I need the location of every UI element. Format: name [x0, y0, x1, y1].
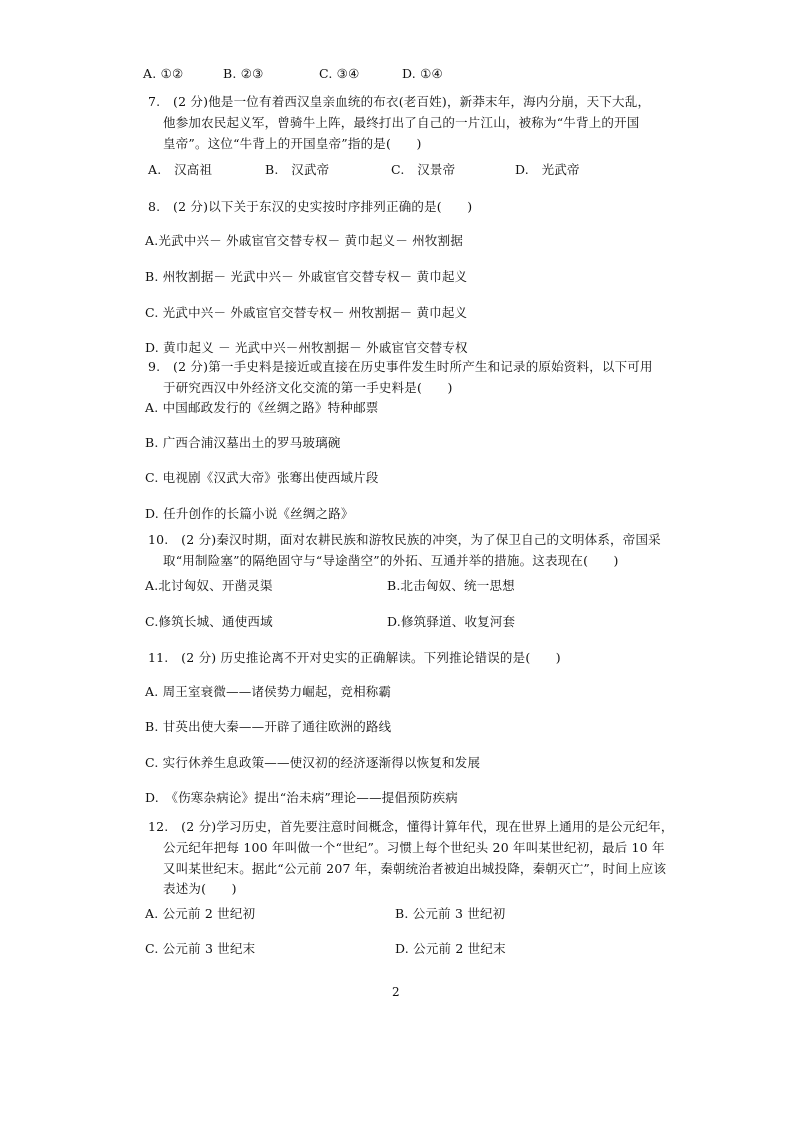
q6-option-a: A. ①② — [143, 66, 184, 81]
q12-stem-line-1: 12. (2 分)学习历史，首先要注意时间概念，懂得计算年代，现在世界上通用的是公元纪年， — [148, 819, 674, 834]
q12-stem-line-4: 表述为( ) — [163, 881, 237, 896]
q11-option-a: A. 周王室衰微——诸侯势力崛起，竞相称霸 — [145, 684, 392, 699]
q11-option-c: C. 实行休养生息政策——使汉初的经济逐渐得以恢复和发展 — [145, 755, 481, 770]
q8-option-a: A.光武中兴－ 外戚宦官交替专权－ 黄巾起义－ 州牧割据 — [145, 233, 464, 248]
q9-stem-line-1: 9. (2 分)第一手史料是接近或直接在历史事件发生时所产生和记录的原始资料，以下可用 — [148, 359, 653, 374]
q10-option-d: D.修筑驿道、收复河套 — [387, 614, 516, 629]
page-number: 2 — [392, 985, 400, 999]
q8-stem: 8. (2 分)以下关于东汉的史实按时序排列正确的是( ) — [148, 199, 473, 214]
q6-option-c: C. ③④ — [319, 66, 360, 81]
q7-stem-line-1: 7. (2 分)他是一位有着西汉皇亲血统的布衣(老百姓)，新莽末年，海内分崩，天下大乱， — [148, 94, 651, 109]
q9-option-c: C. 电视剧《汉武大帝》张骞出使西域片段 — [145, 470, 379, 485]
q10-option-b: B.北击匈奴、统一思想 — [387, 578, 515, 593]
q9-stem-line-2: 于研究西汉中外经济文化交流的第一手史料是( ) — [163, 380, 453, 395]
q9-option-b: B. 广西合浦汉墓出土的罗马玻璃碗 — [145, 435, 341, 450]
q8-option-b: B. 州牧割据－ 光武中兴－ 外戚宦官交替专权－ 黄巾起义 — [145, 269, 468, 284]
q12-option-a: A. 公元前 2 世纪初 — [145, 906, 256, 921]
q10-option-c: C.修筑长城、通使西域 — [145, 614, 273, 629]
q10-option-a: A.北讨匈奴、开凿灵渠 — [145, 578, 273, 593]
q12-option-d: D. 公元前 2 世纪末 — [395, 941, 506, 956]
q9-option-a: A. 中国邮政发行的《丝绸之路》特种邮票 — [145, 400, 379, 415]
q8-option-c: C. 光武中兴－ 外戚宦官交替专权－ 州牧割据－ 黄巾起义 — [145, 305, 468, 320]
q7-stem-line-3: 皇帝”。这位“牛背上的开国皇帝”指的是( ) — [163, 136, 422, 151]
q12-stem-line-2: 公元纪年把每 100 年叫做一个“世纪”。习惯上每个世纪头 20 年叫某世纪初，最后 10 年 — [163, 840, 665, 855]
q10-stem-line-1: 10. (2 分)秦汉时期，面对农耕民族和游牧民族的冲突，为了保卫自己的文明体系，帝国采 — [148, 532, 661, 547]
q8-option-d: D. 黄巾起义 － 光武中兴－州牧割据－ 外戚宦官交替专权 — [145, 340, 468, 355]
q7-stem-line-2: 他参加农民起义军，曾骑牛上阵，最终打出了自己的一片江山，被称为“牛背上的开国 — [163, 115, 640, 130]
q7-option-d: D. 光武帝 — [515, 162, 580, 177]
q12-option-b: B. 公元前 3 世纪初 — [395, 906, 506, 921]
q7-option-b: B. 汉武帝 — [265, 162, 330, 177]
q12-option-c: C. 公元前 3 世纪末 — [145, 941, 256, 956]
q11-option-b: B. 甘英出使大秦——开辟了通往欧洲的路线 — [145, 719, 392, 734]
q10-stem-line-2: 取“用制险塞”的隔绝固守与“导途凿空”的外拓、互通并举的措施。这表现在( ) — [163, 553, 619, 568]
q9-option-d: D. 任升创作的长篇小说《丝绸之路》 — [145, 506, 354, 521]
q6-option-b: B. ②③ — [223, 66, 264, 81]
q12-stem-line-3: 又叫某世纪末。据此“公元前 207 年，秦朝统治者被迫出城投降，秦朝灭亡”，时间上应该 — [163, 861, 667, 876]
q11-option-d: D. 《伤寒杂病论》提出“治未病”理论——提倡预防疾病 — [145, 790, 458, 805]
q7-option-c: C. 汉景帝 — [391, 162, 456, 177]
q7-option-a: A. 汉高祖 — [148, 162, 213, 177]
q6-option-d: D. ①④ — [402, 66, 443, 81]
q11-stem: 11. (2 分) 历史推论离不开对史实的正确解读。下列推论错误的是( ) — [148, 650, 561, 665]
